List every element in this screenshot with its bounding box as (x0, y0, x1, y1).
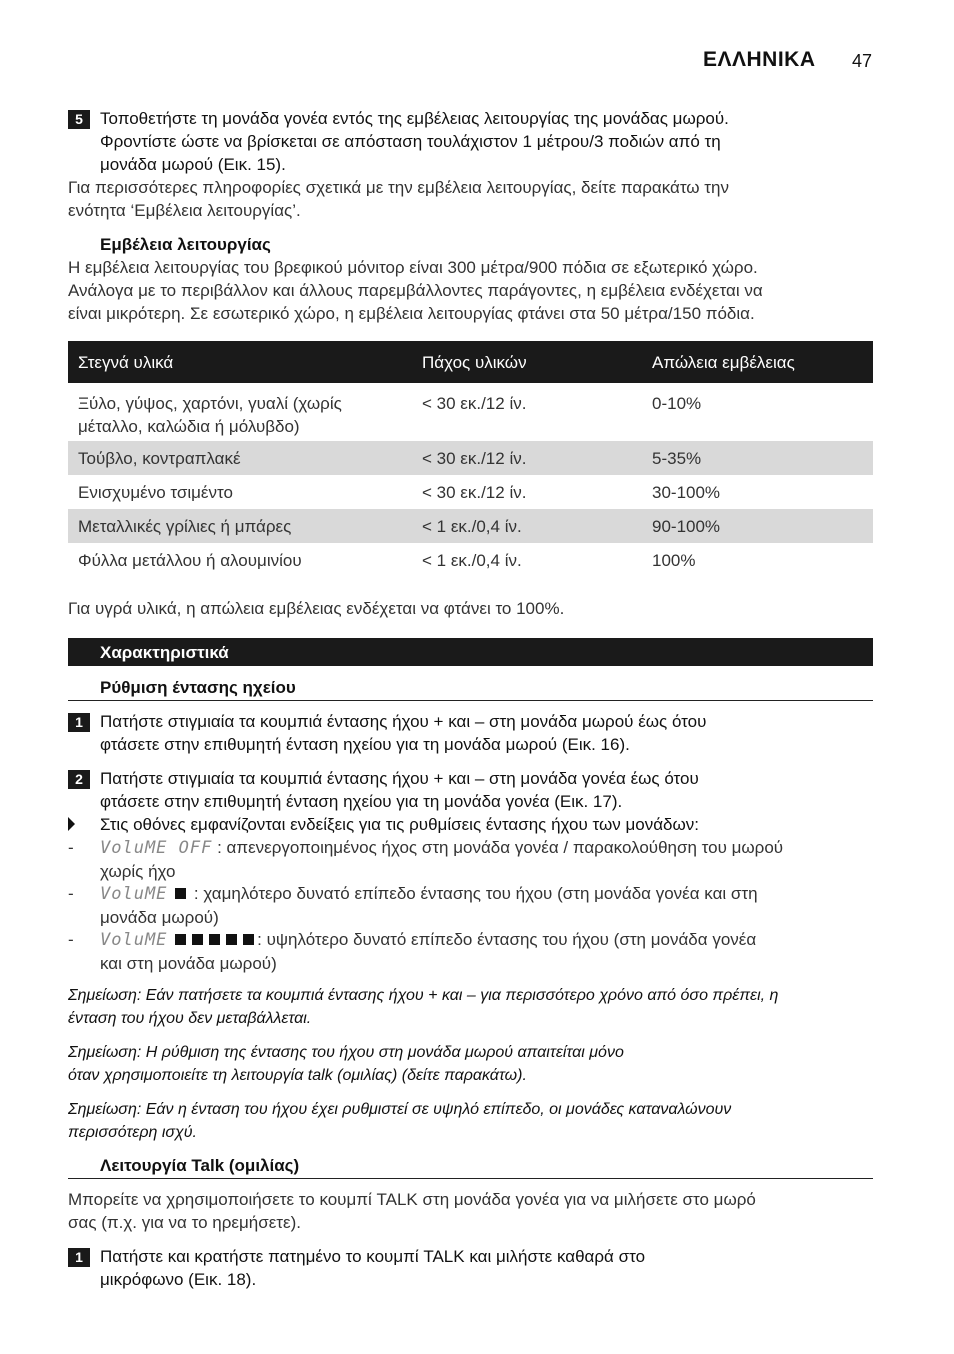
step-line: Πατήστε στιγμιαία τα κουμπιά έντασης ήχου + και – στη μονάδα μωρού έως ότου (100, 712, 707, 731)
text-line: Για περισσότερες πληροφορίες σχετικά με την εμβέλεια λειτουργίας, δείτε παρακάτω την (68, 178, 729, 197)
note-line: Σημείωση: Εάν η ένταση του ήχου έχει ρυθμιστεί σε υψηλό επίπεδο, οι μονάδες καταναλώνουν (68, 1101, 732, 1118)
wet-materials-text: Για υγρά υλικά, η απώλεια εμβέλειας ενδέχεται να φτάνει το 100%. (68, 599, 565, 618)
step-text (100, 107, 860, 176)
table-row (68, 475, 873, 509)
dash-marker: - (68, 930, 74, 949)
item-text: : υψηλότερο δυνατό επίπεδο έντασης του ήχου (στη μονάδα γονέα (257, 930, 757, 949)
step-line: Πατήστε και κρατήστε πατημένο το κουμπί TALK και μιλήστε καθαρά στο (100, 1247, 646, 1266)
table-row (68, 441, 873, 475)
range-heading: Εμβέλεια λειτουργίας (100, 235, 271, 254)
page-number: 47 (852, 51, 873, 71)
table-row (68, 383, 873, 441)
table-cell: Ενισχυμένο τσιμέντο (78, 483, 233, 502)
text-line: Ανάλογα με το περιβάλλον και άλλους παρεμβάλλοντες παράγοντες, η εμβέλεια ενδέχεται να (68, 281, 763, 300)
lcd-display-text: VoluME (100, 930, 168, 950)
note-line: ένταση του ήχου δεν μεταβάλλεται. (68, 1010, 312, 1027)
step-line: Πατήστε στιγμιαία τα κουμπιά έντασης ήχου + και – στη μονάδα γονέα έως ότου (100, 769, 699, 788)
table-cell: 5-35% (652, 449, 702, 468)
section-bar (68, 638, 873, 666)
note (68, 1041, 878, 1087)
table-cell: < 1 εκ./0,4 ίν. (422, 551, 522, 570)
text-line: ενότητα ‘Εμβέλεια λειτουργίας’. (68, 201, 301, 220)
bullet-icon (68, 817, 75, 831)
language-header: ΕΛΛΗΝΙΚΑ (703, 48, 816, 71)
text-line: σας (π.χ. για να το ηρεμήσετε). (68, 1213, 301, 1232)
note-line: Σημείωση: Εάν πατήσετε τα κουμπιά έντασης ήχου + και – για περισσότερο χρόνο από όσο πρέπει, η (68, 987, 779, 1004)
step-line: μικρόφωνο (Εικ. 18). (100, 1270, 257, 1289)
step-line: φτάσετε στην επιθυμητή ένταση ηχείου για τη μονάδα γονέα (Εικ. 17). (100, 792, 623, 811)
table-cell: 0-10% (652, 394, 702, 413)
step-line: φτάσετε στην επιθυμητή ένταση ηχείου για τη μονάδα μωρού (Εικ. 16). (100, 735, 630, 754)
step-number: 1 (68, 1248, 90, 1267)
step-text (100, 767, 860, 813)
table-cell: < 30 εκ./12 ίν. (422, 483, 527, 502)
table-cell: Φύλλα μετάλλου ή αλουμινίου (78, 551, 302, 570)
volume-heading: Ρύθμιση έντασης ηχείου (100, 678, 296, 697)
table-cell: 90-100% (652, 517, 721, 536)
table-cell: < 1 εκ./0,4 ίν. (422, 517, 522, 536)
item-text: και στη μονάδα μωρού) (100, 954, 277, 973)
text-line: Μπορείτε να χρησιμοποιήσετε το κουμπί TALK στη μονάδα γονέα για να μιλήσετε στο μωρό (68, 1190, 756, 1209)
table-cell: Μεταλλικές γρίλιες ή μπάρες (78, 517, 292, 536)
table-cell: 100% (652, 551, 696, 570)
volume-bar-icon (192, 934, 203, 945)
range-paragraph (68, 256, 868, 325)
bullet-text: Στις οθόνες εμφανίζονται ενδείξεις για τις ρυθμίσεις έντασης ήχου των μονάδων: (100, 815, 700, 834)
text-line: Η εμβέλεια λειτουργίας του βρεφικού μόνιτορ είναι 300 μέτρα/900 πόδια σε εξωτερικό χώρο. (68, 258, 758, 277)
table-cell: < 30 εκ./12 ίν. (422, 449, 527, 468)
step-line: μονάδα μωρού (Εικ. 15). (100, 155, 286, 174)
volume-bar-icon (226, 934, 237, 945)
table-header-cell: Πάχος υλικών (422, 353, 527, 372)
step-line: Τοποθετήστε τη μονάδα γονέα εντός της εμβέλειας λειτουργίας της μονάδας μωρού. (100, 109, 729, 128)
table-header-cell: Απώλεια εμβέλειας (652, 353, 795, 372)
section-title: Χαρακτηριστικά (100, 643, 229, 662)
range-loss-table (68, 341, 873, 577)
step-number: 2 (68, 770, 90, 789)
note-line: περισσότερη ισχύ. (68, 1124, 197, 1141)
lcd-display-text: VoluME (100, 884, 168, 904)
note (68, 984, 878, 1030)
step-text (100, 710, 860, 756)
volume-bar-icon (209, 934, 220, 945)
volume-item (100, 928, 880, 975)
table-cell: 30-100% (652, 483, 721, 502)
dash-marker: - (68, 884, 74, 903)
table-cell: Ξύλο, γύψος, χαρτόνι, γυαλί (χωρίς μέταλλο, καλώδια ή μόλυβδο) (78, 394, 342, 436)
volume-item (100, 836, 880, 883)
step-number: 5 (68, 110, 90, 129)
lcd-display-text: VoluME OFF (100, 838, 213, 858)
item-text: μονάδα μωρού) (100, 908, 219, 927)
step-line: Φροντίστε ώστε να βρίσκεται σε απόσταση τουλάχιστον 1 μέτρου/3 ποδιών από τη (100, 132, 721, 151)
volume-bar-icon (175, 934, 186, 945)
item-text: : απενεργοποιημένος ήχος στη μονάδα γονέα / παρακολούθηση του μωρού (212, 838, 784, 857)
step-number: 1 (68, 713, 90, 732)
dash-marker: - (68, 838, 74, 857)
step-text (100, 1245, 860, 1291)
table-cell: Τούβλο, κοντραπλακέ (78, 449, 241, 468)
item-text: : χαμηλότερο δυνατό επίπεδο έντασης του ήχου (στη μονάδα γονέα και στη (189, 884, 758, 903)
text-line: είναι μικρότερη. Σε εσωτερικό χώρο, η εμβέλεια λειτουργίας φτάνει στα 50 μέτρα/150 πόδια. (68, 304, 755, 323)
talk-intro (68, 1188, 868, 1234)
volume-bar-icon (175, 888, 186, 899)
heading-rule (68, 1178, 873, 1179)
heading-rule (68, 700, 873, 701)
note-line: όταν χρησιμοποιείτε τη λειτουργία talk (ομιλίας) (δείτε παρακάτω). (68, 1067, 527, 1084)
volume-bar-icon (243, 934, 254, 945)
item-text: χωρίς ήχο (100, 862, 176, 881)
note (68, 1098, 878, 1144)
note-line: Σημείωση: Η ρύθμιση της έντασης του ήχου στη μονάδα μωρού απαιτείται μόνο (68, 1044, 624, 1061)
table-row (68, 509, 873, 543)
talk-heading: Λειτουργία Talk (ομιλίας) (100, 1156, 300, 1175)
table-row (68, 543, 873, 577)
more-info-text (68, 176, 868, 222)
table-header-row (68, 341, 873, 383)
volume-item (100, 882, 880, 929)
table-header-cell: Στεγνά υλικά (78, 353, 174, 372)
table-cell: < 30 εκ./12 ίν. (422, 394, 527, 413)
